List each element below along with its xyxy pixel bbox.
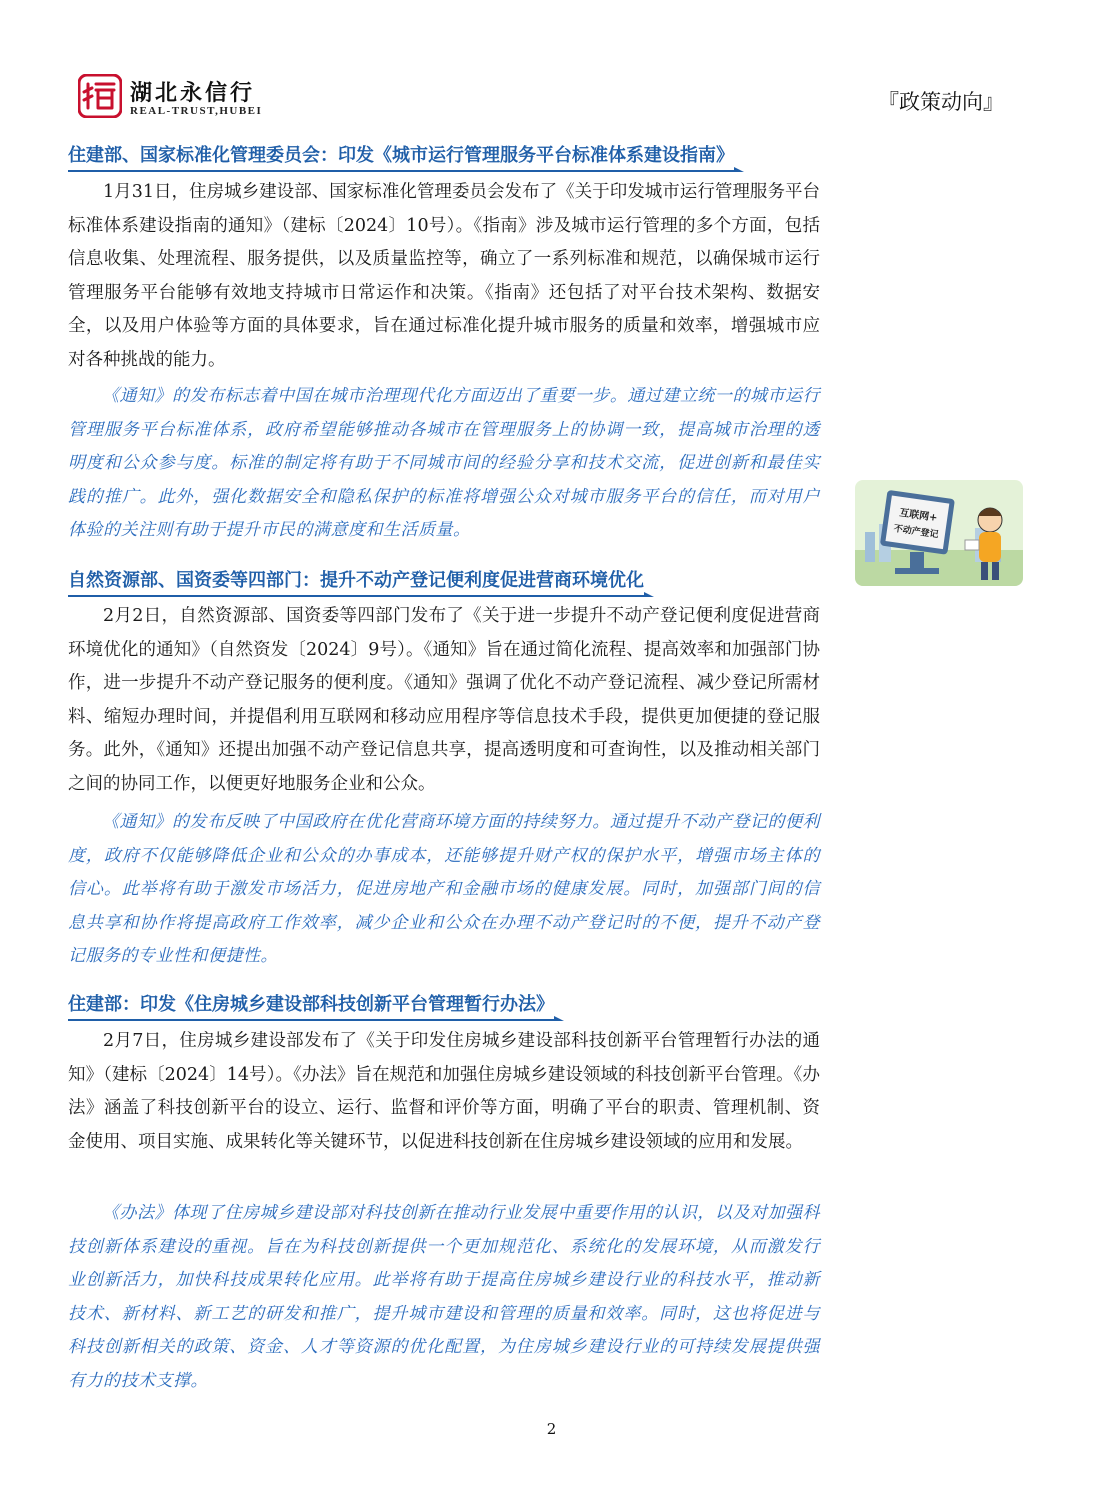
company-name-cn: 湖北永信行 [130,81,256,106]
sign-text-2: 不动产登记 [893,524,939,541]
sign-text-1: 互联网+ [898,507,939,524]
page-number: 2 [546,1420,557,1438]
section-body-2: 2月2日，自然资源部、国资委等四部门发布了《关于进一步提升不动产登记便利度促进营商环境优化的通知》（自然资发〔2024〕9号）。《通知》旨在通过简化流程、提高效率和加强部门协作，进一步提升不动产登记服务的便利度。《通知》强调了优化不动产登记流程、减少登记所需材料、缩短办理时间，并提倡利用互联网和移动应用程序等信息技术手段，提供更加便捷的登记服务。此外，《通知》还提出加强不动产登记信息共享，提高透明度和可查询性，以及推动相关部门之间的协同工作，以便更好地服务企业和公众。 [68,606,820,794]
section-heading-1: 住建部、国家标准化管理委员会：印发《城市运行管理服务平台标准体系建设指南》 [68,141,734,172]
section-body-3: 2月7日，住房城乡建设部发布了《关于印发住房城乡建设部科技创新平台管理暂行办法的通知》（建标〔2024〕14号）。《办法》旨在规范和加强住房城乡建设领域的科技创新平台管理。《办法》涵盖了科技创新平台的设立、运行、监督和评价等方面，明确了平台的职责、管理机制、资金使用、项目实施、成果转化等关键环节，以促进科技创新在住房城乡建设领域的应用和发展。 [68,1031,820,1152]
section-heading-3: 住建部：印发《住房城乡建设部科技创新平台管理暂行办法》 [68,990,554,1021]
section-comment-3: 《办法》体现了住房城乡建设部对科技创新在推动行业发展中重要作用的认识，以及对加强科技创新体系建设的重视。旨在为科技创新提供一个更加规范化、系统化的发展环境，从而激发行业创新活力，加快科技成果转化应用。此举将有助于提高住房城乡建设行业的科技水平，推动新技术、新材料、新工艺的研发和推广，提升城市建设和管理的质量和效率。同时，这也将促进与科技创新相关的政策、资金、人才等资源的优化配置，为住房城乡建设行业的可持续发展提供强有力的技术支撑。 [68,1203,820,1391]
page-header [78,74,1008,130]
section-heading-2: 自然资源部、国资委等四部门：提升不动产登记便利度促进营商环境优化 [68,566,644,597]
section-tag: 『政策动向』 [878,90,1004,114]
policy-illustration [855,480,1023,586]
section-comment-1: 《通知》的发布标志着中国在城市治理现代化方面迈出了重要一步。通过建立统一的城市运行管理服务平台标准体系，政府希望能够推动各城市在管理服务上的协调一致，提高城市治理的透明度和公众参与度。标准的制定将有助于不同城市间的经验分享和技术交流，促进创新和最佳实践的推广。此外，强化数据安全和隐私保护的标准将增强公众对城市服务平台的信任，而对用户体验的关注则有助于提升市民的满意度和生活质量。 [68,386,820,540]
section-comment-2: 《通知》的发布反映了中国政府在优化营商环境方面的持续努力。通过提升不动产登记的便利度，政府不仅能够降低企业和公众的办事成本，还能够提升财产权的保护水平，增强市场主体的信心。此举将有助于激发市场活力，促进房地产和金融市场的健康发展。同时，加强部门间的信息共享和协作将提高政府工作效率，减少企业和公众在办理不动产登记时的不便，提升不动产登记服务的专业性和便捷性。 [68,812,820,966]
company-name-en: REAL-TRUST,HUBEI [130,105,263,117]
company-logo-icon [78,74,122,118]
section-body-1: 1月31日，住房城乡建设部、国家标准化管理委员会发布了《关于印发城市运行管理服务平台标准体系建设指南的通知》（建标〔2024〕10号）。《指南》涉及城市运行管理的多个方面，包括信息收集、处理流程、服务提供，以及质量监控等，确立了一系列标准和规范，以确保城市运行管理服务平台能够有效地支持城市日常运作和决策。《指南》还包括了对平台技术架构、数据安全，以及用户体验等方面的具体要求，旨在通过标准化提升城市服务的质量和效率，增强城市应对各种挑战的能力。 [68,182,820,370]
